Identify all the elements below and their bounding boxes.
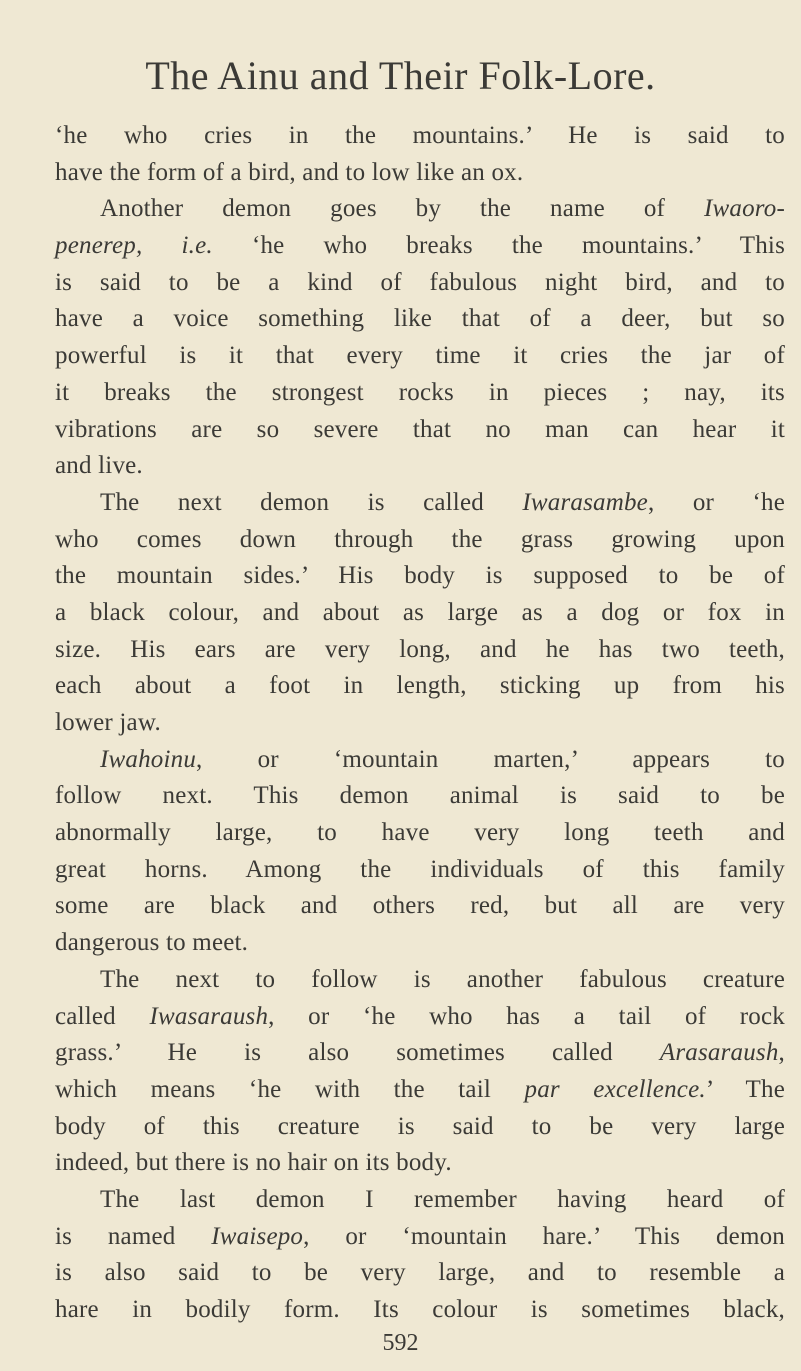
text-run: follow next. This demon animal is said to be [55,782,785,810]
text-run: The last demon I remember having heard of [100,1185,785,1213]
text-run: The next to follow is another fabulous creature [100,965,785,993]
text-run: powerful is it that every time it cries the jar of [55,342,785,370]
text-line [55,595,785,632]
text-run: who comes down through the grass growing upon [55,525,785,553]
text-run: and live. [55,452,143,480]
text-run: have a voice something like that of a deer, but so [55,305,785,333]
italic-text: Iwaisepo [211,1222,304,1250]
text-run: called [55,1002,150,1030]
text-line [55,668,785,705]
italic-text: Iwarasambe [522,488,648,516]
text-run: size. His ears are very long, and he has two teeth, [55,635,785,663]
text-line [55,999,785,1036]
text-run: is named [55,1222,212,1250]
text-run: hare in bodily form. Its colour is sometimes black, [55,1296,785,1323]
text-line [55,448,785,485]
text-line [55,1182,785,1219]
text-line [55,375,785,412]
text-line [55,705,785,742]
text-run: ‘he who cries in the mountains.’ He is said to [55,122,785,149]
text-run: the mountain sides.’ His body is supposed to be of [55,562,785,590]
text-run: body of this creature is said to be very large [55,1112,785,1140]
italic-text: Iwahoinu [100,745,197,773]
italic-text: penerep, i.e. [55,232,213,260]
text-run: , [778,1039,785,1067]
text-run: lower jaw. [55,709,161,736]
text-line [55,1035,785,1072]
text-run: is said to be a kind of fabulous night bird, and to [55,268,785,296]
page-running-title: The Ainu and Their Folk-Lore. [145,53,656,98]
text-run: , or ‘mountain hare.’ This demon [303,1222,785,1250]
text-line [55,815,785,852]
italic-text: par excellence. [524,1075,706,1103]
text-run: it breaks the strongest rocks in pieces ; nay, its [55,378,785,406]
text-line [55,1072,785,1109]
text-run: have the form of a bird, and to low like an ox. [55,158,524,186]
text-line [55,852,785,889]
text-line [55,888,785,925]
text-run: , or ‘he [647,488,785,516]
text-run: Another demon goes by the name of [100,195,704,223]
text-line [55,1292,785,1329]
italic-text: Arasaraush [659,1039,779,1067]
text-line [55,265,785,302]
text-run: great horns. Among the individuals of this family [55,855,785,883]
text-run: , or ‘mountain marten,’ appears to [196,745,785,773]
text-line [55,228,785,265]
text-run: ’ The [705,1075,785,1103]
text-run: vibrations are so severe that no man can hear it [55,415,785,443]
text-line [55,485,785,522]
text-run: grass.’ He is also sometimes called [55,1039,660,1067]
text-line [55,412,785,449]
text-line [55,925,785,962]
text-line [55,1109,785,1146]
text-line [55,118,785,155]
text-line [55,1255,785,1292]
text-run: each about a foot in length, sticking up from his [55,672,785,700]
text-line [55,778,785,815]
text-line [55,301,785,338]
text-line [55,632,785,669]
text-line [55,742,785,779]
text-line [55,522,785,559]
text-run: indeed, but there is no hair on its body. [55,1149,452,1177]
text-run: is also said to be very large, and to resemble a [55,1259,785,1287]
text-run: a black colour, and about as large as a dog or fox in [55,598,785,626]
text-line [55,558,785,595]
text-run: ‘he who breaks the mountains.’ This [212,232,786,260]
text-line [55,962,785,999]
text-run: which means ‘he with the tail [55,1075,525,1103]
italic-text: Iwasaraush [149,1002,269,1030]
text-run: some are black and others red, but all are very [55,892,785,920]
text-line [55,1219,785,1256]
text-line [55,1145,785,1182]
italic-text: Iwaoro- [703,195,785,223]
text-run: The next demon is called [100,488,523,516]
page-number: 592 [382,1330,419,1356]
text-line [55,191,785,228]
text-run: abnormally large, to have very long teeth and [55,819,785,847]
text-run: dangerous to meet. [55,929,249,957]
text-run: , or ‘he who has a tail of rock [268,1002,785,1030]
text-line [55,155,785,192]
text-line [55,338,785,375]
body-text [55,118,785,1329]
